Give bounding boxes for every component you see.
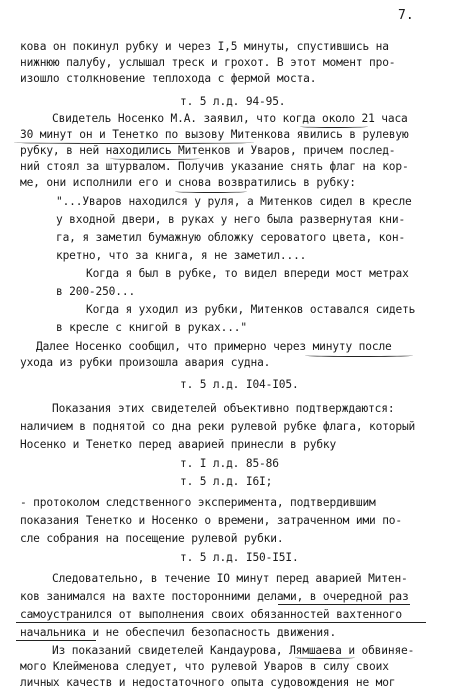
- text-line: изошло столкновение теплохода с фермой моста.: [20, 72, 317, 85]
- quote-line: Когда я был в рубке, то видел впереди мост метрах: [86, 267, 409, 280]
- handwritten-underline: [16, 621, 426, 623]
- text-line: Далее Носенко сообщил, что примерно через минуту после: [36, 340, 392, 353]
- quote-line: у входной двери, в руках у него была развернутая кни-: [56, 213, 406, 226]
- text-line: кова он покинул рубку и через I,5 минуты, спустившись на: [20, 40, 389, 53]
- quote-line: "...Уваров находился у руля, а Митенков сидел в кресле: [56, 195, 412, 208]
- handwritten-underline: [295, 656, 355, 659]
- text-line: Носенко и Тенетко перед аварией принесли в рубку: [20, 438, 337, 451]
- text-line: ков занимался на вахте посторонними делами, в очередной раз: [20, 590, 409, 603]
- text-line: - протоколом следственного эксперимента, подтвердившим: [20, 496, 376, 509]
- text-line: рубку, в ней находились Митенков и Уваров, причем послед-: [20, 144, 396, 157]
- handwritten-underline: [110, 157, 200, 160]
- page-number: 7.: [398, 8, 414, 23]
- handwritten-underline: [300, 125, 368, 128]
- quote-line: в кресле с книгой в руках...": [56, 321, 247, 334]
- text-line: Из показаний свидетелей Кандаурова, Лямшаева и обвиняе-: [52, 644, 415, 657]
- quote-line: в 200-250...: [56, 285, 136, 298]
- handwritten-underline: [278, 603, 410, 605]
- quote-line: Когда я уходил из рубки, Митенков оставался сидеть: [86, 303, 416, 316]
- quote-line: кретно, что за книга, я не заметил....: [56, 249, 307, 262]
- text-line: ухода из рубки произошла авария судна.: [20, 356, 271, 369]
- text-line: ме, они исполнили его и снова возвратились в рубку:: [20, 176, 356, 189]
- text-line: наличием в поднятой со дна реки рулевой рубке флага, который: [20, 420, 416, 433]
- text-line: мого Клейменова следует, что рулевой Уваров в силу своих: [20, 660, 389, 673]
- case-reference: т. I л.д. 85-86: [180, 457, 279, 470]
- text-line: показания Тенетко и Носенко о времени, затраченном ими по-: [20, 514, 402, 527]
- handwritten-underline: [16, 639, 96, 641]
- text-line: Свидетель Носенко М.А. заявил, что когда около 21 часа: [52, 112, 408, 125]
- case-reference: т. 5 л.д. I04-I05.: [180, 378, 299, 391]
- text-line: 30 минут он и Тенетко по вызову Митенкова явились в рулевую: [20, 128, 409, 141]
- handwritten-underline: [305, 354, 413, 357]
- text-line: личных качеств и недостаточного опыта судовождения не мог: [20, 676, 396, 689]
- case-reference: т. 5 л.д. 94-95.: [180, 95, 286, 108]
- handwritten-underline: [14, 141, 254, 144]
- text-line: нижнюю палубу, услышал треск и грохот. В этот момент про-: [20, 56, 396, 69]
- case-reference: т. 5 л.д. I50-I5I.: [180, 551, 299, 564]
- quote-line: га, я заметил бумажную обложку сероватого цвета, кон-: [56, 231, 406, 244]
- text-line: начальника и не обеспечил безопасность движения.: [20, 626, 337, 639]
- case-reference: т. 5 л.д. I6I;: [180, 475, 273, 488]
- text-line: Следовательно, в течение IO минут перед аварией Митен-: [52, 572, 408, 585]
- text-line: самоустранился от выполнения своих обязанностей вахтенного: [20, 608, 402, 621]
- handwritten-underline: [175, 190, 247, 193]
- text-line: Показания этих свидетелей объективно подтверждаются:: [52, 402, 395, 415]
- text-line: ний стоял за штурвалом. Получив указание снять флаг на кор-: [20, 160, 409, 173]
- text-line: сле собрания на посещение рулевой рубки.: [20, 532, 284, 545]
